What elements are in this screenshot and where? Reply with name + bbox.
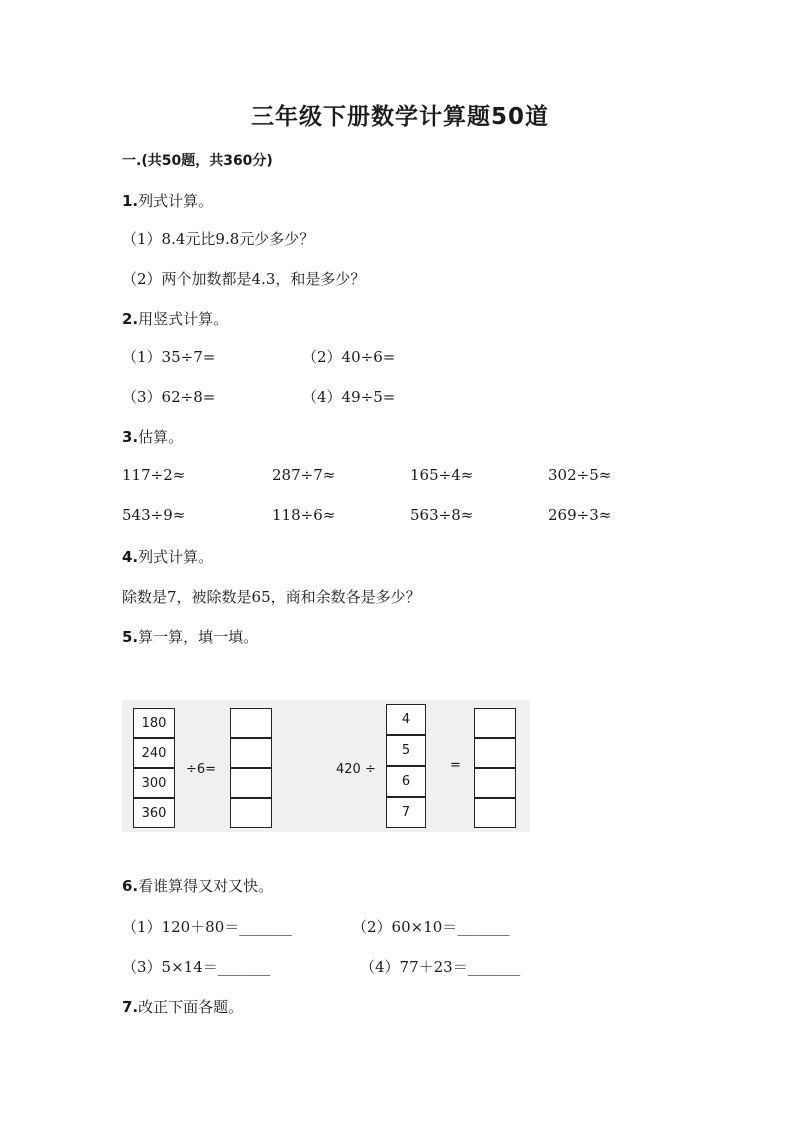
q3-item-1: 117÷2≈: [122, 466, 186, 484]
left-answer-box[interactable]: [230, 798, 272, 828]
question-text: 估算。: [138, 428, 184, 446]
question-3: [122, 426, 183, 447]
left-answer-box[interactable]: [230, 738, 272, 768]
right-divisor-cell: 5: [386, 735, 426, 766]
question-number: 2.: [122, 310, 139, 328]
left-value-cell: 180: [133, 708, 175, 738]
q1-item-1: （1）8.4元比9.8元少多少？: [122, 230, 315, 248]
question-text: 看谁算得又对又快。: [138, 877, 274, 895]
question-1: [122, 190, 213, 211]
q3-item-3: 165÷4≈: [410, 466, 474, 484]
question-text: 列式计算。: [138, 192, 214, 210]
question-4: [122, 546, 213, 567]
right-answer-box[interactable]: [474, 798, 516, 828]
question-2: [122, 308, 228, 329]
question-number: 7.: [122, 998, 139, 1016]
q2-item-4: （4）49÷5=: [302, 388, 396, 406]
q3-item-8: 269÷3≈: [548, 506, 612, 524]
question-6: [122, 875, 273, 896]
right-divisor-cell: 6: [386, 766, 426, 797]
question-number: 5.: [122, 628, 139, 646]
q3-item-5: 543÷9≈: [122, 506, 186, 524]
q6-item-1: （1）120＋80＝_______: [122, 918, 292, 936]
right-answer-box[interactable]: [474, 708, 516, 738]
question-text: 用竖式计算。: [138, 310, 229, 328]
left-answer-box[interactable]: [230, 708, 272, 738]
right-equals: =: [450, 758, 461, 773]
question-text: 改正下面各题。: [138, 998, 244, 1016]
left-operator: ÷6=: [186, 762, 217, 777]
q3-item-4: 302÷5≈: [548, 466, 612, 484]
q4-body: 除数是7，被除数是65，商和余数各是多少？: [122, 588, 421, 606]
q2-item-1: （1）35÷7=: [122, 348, 216, 366]
q2-item-3: （3）62÷8=: [122, 388, 216, 406]
q6-item-2: （2）60×10＝_______: [352, 918, 510, 936]
question-5: [122, 626, 258, 647]
q2-item-2: （2）40÷6=: [302, 348, 396, 366]
right-answer-box[interactable]: [474, 768, 516, 798]
right-divisor-cell: 4: [386, 704, 426, 735]
division-figure: [122, 700, 530, 832]
q3-item-7: 563÷8≈: [410, 506, 474, 524]
q6-item-4: （4）77＋23＝_______: [360, 958, 521, 976]
question-number: 1.: [122, 192, 139, 210]
q6-item-3: （3）5×14＝_______: [122, 958, 271, 976]
section-header: 一.(共50题，共360分): [122, 153, 273, 169]
q3-item-2: 287÷7≈: [272, 466, 336, 484]
q3-item-6: 118÷6≈: [272, 506, 336, 524]
left-value-cell: 300: [133, 768, 175, 798]
page-title: 三年级下册数学计算题50道: [250, 104, 549, 130]
question-7: [122, 996, 243, 1017]
right-dividend: 420 ÷: [336, 762, 376, 777]
right-divisor-cell: 7: [386, 797, 426, 828]
right-answer-box[interactable]: [474, 738, 516, 768]
question-number: 4.: [122, 548, 139, 566]
question-text: 算一算，填一填。: [138, 628, 259, 646]
question-number: 6.: [122, 877, 139, 895]
question-text: 列式计算。: [138, 548, 214, 566]
question-number: 3.: [122, 428, 139, 446]
left-value-cell: 360: [133, 798, 175, 828]
left-value-cell: 240: [133, 738, 175, 768]
left-answer-box[interactable]: [230, 768, 272, 798]
q1-item-2: （2）两个加数都是4.3，和是多少？: [122, 270, 366, 288]
